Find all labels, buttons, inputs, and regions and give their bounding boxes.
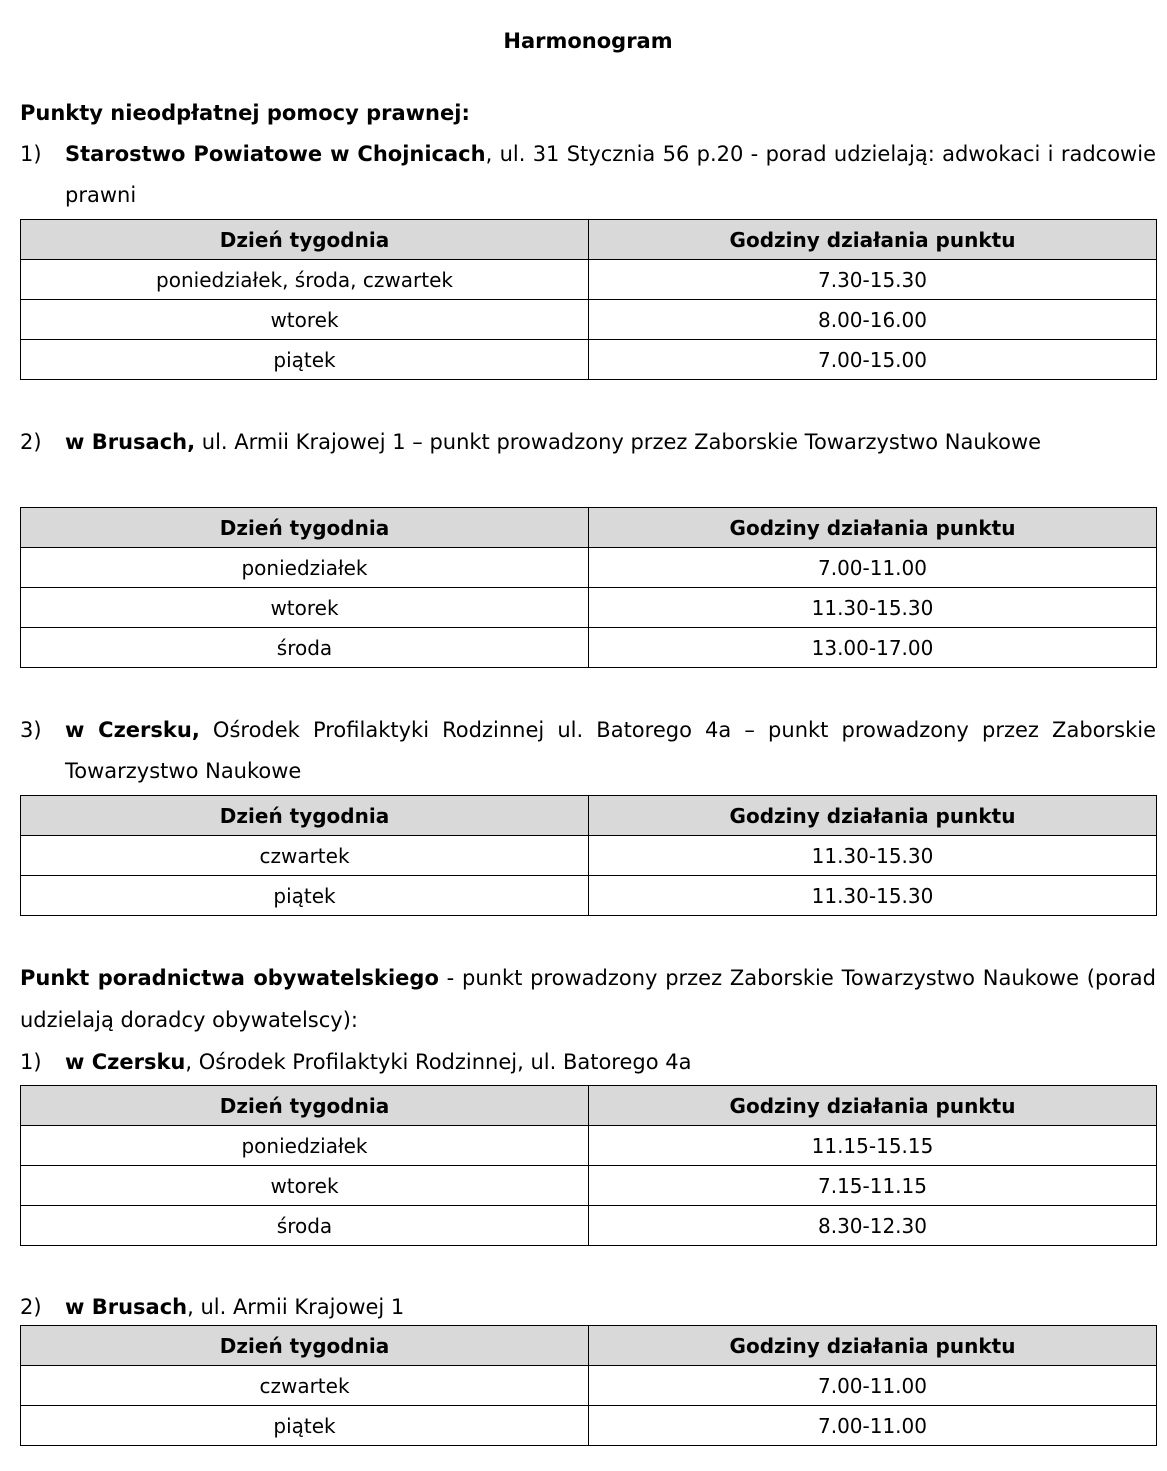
cell-hours: 8.00-16.00 — [589, 300, 1157, 340]
cell-day: wtorek — [21, 1166, 589, 1206]
cell-day: piątek — [21, 876, 589, 916]
header-hours: Godziny działania punktu — [589, 796, 1157, 836]
table-row — [21, 260, 1157, 300]
cell-day: środa — [21, 1206, 589, 1246]
header-day: Dzień tygodnia — [21, 796, 589, 836]
table-header-row — [21, 1086, 1157, 1126]
cell-hours: 11.30-15.30 — [589, 836, 1157, 876]
point-description: , ul. Armii Krajowej 1 — [187, 1295, 405, 1319]
schedule-table-legal-1 — [20, 219, 1157, 380]
header-hours: Godziny działania punktu — [589, 1086, 1157, 1126]
point-number: 2) — [20, 1295, 42, 1319]
point-description: ul. Armii Krajowej 1 – punkt prowadzony przez Zaborskie Towarzystwo Naukowe — [195, 430, 1042, 454]
point-description: , ul. 31 Stycznia 56 p.20 - porad udzielają: adwokaci i radcowie prawni — [65, 142, 1156, 207]
table-row — [21, 1126, 1157, 1166]
header-day: Dzień tygodnia — [21, 1086, 589, 1126]
cell-hours: 7.15-11.15 — [589, 1166, 1157, 1206]
cell-day: piątek — [21, 340, 589, 380]
schedule-table-civic-2 — [20, 1325, 1157, 1446]
cell-hours: 11.30-15.30 — [589, 588, 1157, 628]
cell-day: piątek — [21, 1406, 589, 1446]
cell-hours: 13.00-17.00 — [589, 628, 1157, 668]
table-header-row — [21, 796, 1157, 836]
point-number: 1) — [20, 1050, 42, 1074]
legal-aid-point-1 — [20, 134, 1156, 216]
civic-advice-heading — [20, 957, 1156, 1041]
point-number: 1) — [20, 142, 42, 166]
document-title: Harmonogram — [503, 29, 673, 53]
point-description: , Ośrodek Profilaktyki Rodzinnej, ul. Batorego 4a — [185, 1050, 692, 1074]
cell-day: wtorek — [21, 588, 589, 628]
point-name: w Brusach, — [65, 430, 196, 454]
civic-advice-point-2 — [20, 1287, 1156, 1328]
header-day: Dzień tygodnia — [21, 508, 589, 548]
cell-hours: 7.00-15.00 — [589, 340, 1157, 380]
table-row — [21, 1406, 1157, 1446]
cell-day: czwartek — [21, 1366, 589, 1406]
schedule-table-civic-1 — [20, 1085, 1157, 1246]
cell-day: poniedziałek, środa, czwartek — [21, 260, 589, 300]
civic-advice-point-1 — [20, 1042, 1156, 1083]
cell-hours: 7.30-15.30 — [589, 260, 1157, 300]
schedule-table-legal-2 — [20, 507, 1157, 668]
point-name: w Czersku, — [65, 718, 200, 742]
point-name: w Czersku — [65, 1050, 186, 1074]
point-number: 3) — [20, 718, 42, 742]
table-header-row — [21, 1326, 1157, 1366]
cell-hours: 7.00-11.00 — [589, 1366, 1157, 1406]
header-day: Dzień tygodnia — [21, 1326, 589, 1366]
cell-day: wtorek — [21, 300, 589, 340]
table-row — [21, 588, 1157, 628]
schedule-table-legal-3 — [20, 795, 1157, 916]
point-description: Ośrodek Profilaktyki Rodzinnej ul. Batorego 4a – punkt prowadzony przez Zaborskie Towarzystwo Naukowe — [65, 718, 1156, 783]
cell-hours: 8.30-12.30 — [589, 1206, 1157, 1246]
table-row — [21, 836, 1157, 876]
table-header-row — [21, 508, 1157, 548]
cell-day: poniedziałek — [21, 548, 589, 588]
cell-hours: 11.30-15.30 — [589, 876, 1157, 916]
header-hours: Godziny działania punktu — [589, 1326, 1157, 1366]
cell-day: poniedziałek — [21, 1126, 589, 1166]
civic-advice-heading-bold: Punkt poradnictwa obywatelskiego — [20, 966, 439, 990]
point-name: Starostwo Powiatowe w Chojnicach — [65, 142, 486, 166]
legal-aid-heading-text: Punkty nieodpłatnej pomocy prawnej: — [20, 101, 470, 125]
table-row — [21, 340, 1157, 380]
table-row — [21, 1206, 1157, 1246]
cell-day: czwartek — [21, 836, 589, 876]
table-row — [21, 300, 1157, 340]
cell-hours: 7.00-11.00 — [589, 1406, 1157, 1446]
point-name: w Brusach — [65, 1295, 188, 1319]
legal-aid-point-2 — [20, 422, 1156, 463]
point-number: 2) — [20, 430, 42, 454]
cell-hours: 11.15-15.15 — [589, 1126, 1157, 1166]
header-hours: Godziny działania punktu — [589, 508, 1157, 548]
table-header-row — [21, 220, 1157, 260]
legal-aid-point-3 — [20, 710, 1156, 792]
header-hours: Godziny działania punktu — [589, 220, 1157, 260]
table-row — [21, 876, 1157, 916]
cell-hours: 7.00-11.00 — [589, 548, 1157, 588]
table-row — [21, 628, 1157, 668]
table-row — [21, 1166, 1157, 1206]
legal-aid-heading — [20, 92, 1156, 134]
table-row — [21, 548, 1157, 588]
table-row — [21, 1366, 1157, 1406]
header-day: Dzień tygodnia — [21, 220, 589, 260]
civic-advice-heading-text: - punkt prowadzony przez Zaborskie Towarzystwo Naukowe (porad udzielają doradcy obywatelscy): — [20, 966, 1156, 1032]
cell-day: środa — [21, 628, 589, 668]
